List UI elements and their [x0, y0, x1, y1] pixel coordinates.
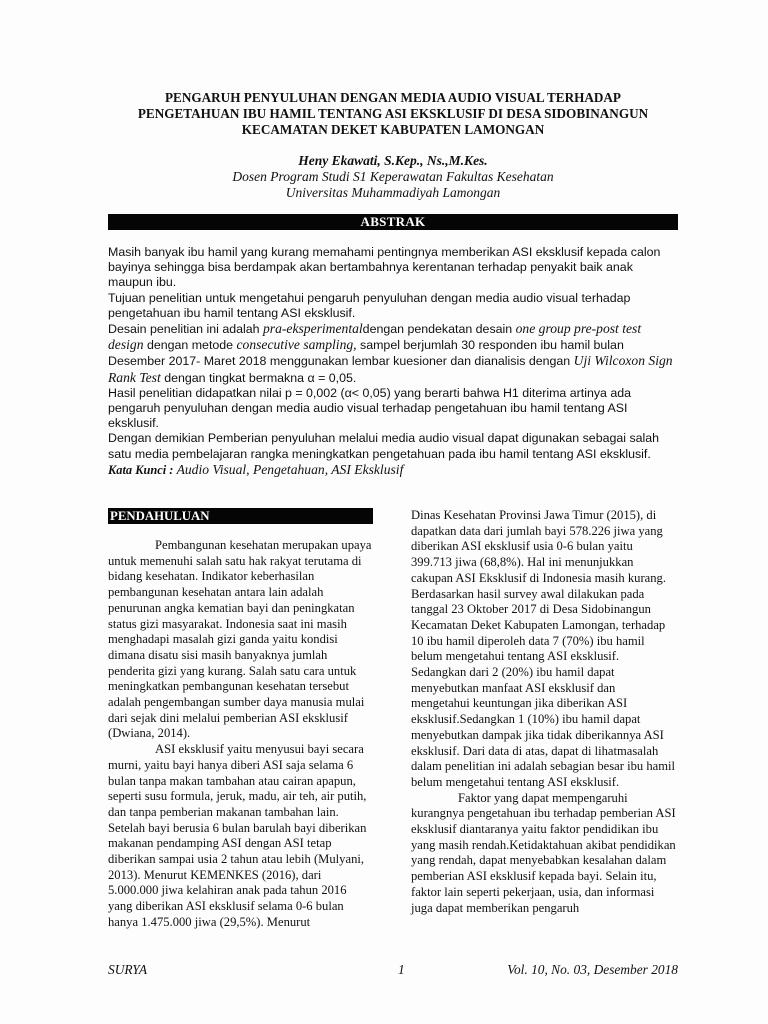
affiliation-line: Universitas Muhammadiyah Lamongan	[285, 185, 501, 200]
abstract-paragraph: Masih banyak ibu hamil yang kurang memahami pentingnya memberikan ASI eksklusif kepada calon bayinya sehingga bisa berdampak akan bertambahnya kerentanan terhadap penyakit baik anak maupun ibu.	[108, 245, 661, 290]
left-column	[108, 508, 373, 931]
abstract-term: pra-eksperimental	[263, 321, 363, 337]
abstract-body	[108, 245, 678, 478]
abstract-term: consecutive sampling,	[236, 337, 357, 353]
article-title	[108, 90, 678, 138]
abstract-paragraph: Dengan demikian Pemberian penyuluhan melalui media audio visual dapat digunakan sebagai salah satu media pembelajaran rangka meningkatkan pengetahuan pada ibu hamil tentang ASI eksklusif.	[108, 431, 660, 461]
abstract-text: sampel berjumlah 30 responden ibu hamil bulan Desember 2017- Maret 2018 menggunakan lembar kuesioner dan dianalisis dengan	[108, 338, 624, 369]
author-name: Heny Ekawati, S.Kep., Ns.,M.Kes.	[298, 153, 488, 168]
section-heading: PENDAHULUAN	[108, 508, 373, 524]
body-paragraph: Faktor yang dapat mempengaruhi kurangnya pengetahuan ibu terhadap pemberian ASI eksklusif diantaranya yaitu faktor pendidikan ibu yang masih rendah.Ketidaktahuan akibat pendidikan yang rendah, dapat menyebabkan kesalahan dalam pemberian ASI eksklusif kepada bayi. Selain itu, faktor lain seperti pekerjaan, usia, dan informasi juga dapat memberikan pengaruh	[411, 790, 676, 915]
title-line: PENGARUH PENYULUHAN DENGAN MEDIA AUDIO VISUAL TERHADAP	[165, 90, 621, 105]
affiliation-line: Dosen Program Studi S1 Keperawatan Fakultas Kesehatan	[232, 169, 554, 184]
keywords-list: Audio Visual, Pengetahuan, ASI Eksklusif	[173, 461, 404, 477]
title-line: KECAMATAN DEKET KABUPATEN LAMONGAN	[241, 122, 545, 137]
body-paragraph: Dinas Kesehatan Provinsi Jawa Timur (2015), di dapatkan data dari jumlah bayi 578.226 jiwa yang diberikan ASI eksklusif usia 0-6 bulan yaitu 399.713 jiwa (68,8%). Hal ini menunjukkan cakupan ASI Eksklusif di Indonesia masih kurang. Berdasarkan hasil survey awal dilakukan pada tanggal 23 Oktober 2017 di Desa Sidobinangun Kecamatan Deket Kabupaten Lamongan, terhadap 10 ibu hamil diperoleh data 7 (70%) ibu hamil belum mengetahui tentang ASI eksklusif. Sedangkan dari 2 (20%) ibu hamil dapat menyebutkan manfaat ASI eksklusif dan mengetahui keuntungan jika diberikan ASI eksklusif.Sedangkan 1 (10%) ibu hamil dapat menyebutkan dampak jika tidak diberikannya ASI eksklusif. Dari data di atas, dapat di lihatmasalah dalam penelitian ini adalah sebagian besar ibu hamil belum mengetahui tentang ASI eksklusif.	[411, 508, 676, 789]
author-block	[108, 153, 678, 201]
abstract-heading: ABSTRAK	[108, 214, 678, 230]
body-paragraph: Pembangunan kesehatan merupakan upaya untuk memenuhi salah satu hak rakyat terutama di bidang kesehatan. Indikator keberhasilan pembangunan kesehatan antara lain adalah penurunan angka kematian bayi dan peningkatan status gizi masyarakat. Indonesia saat ini masih menghadapi masalah gizi ganda yaitu kondisi dimana disatu sisi masih banyaknya jumlah penderita gizi yang kurang. Salah satu cara untuk meningkatkan pembangunan kesehatan tersebut adalah pengembangan sumber daya manusia mulai dari sejak dini melalui pemberian ASI eksklusif (Dwiana, 2014).	[108, 538, 372, 741]
page-number: 1	[398, 962, 405, 977]
keywords-label: Kata Kunci :	[108, 462, 174, 477]
abstract-text: Desain penelitian ini adalah	[108, 322, 263, 337]
abstract-term: Uji Wilcoxon Sign Rank Test	[108, 353, 673, 385]
right-column	[411, 508, 676, 916]
title-line: PENGETAHUAN IBU HAMIL TENTANG ASI EKSKLUSIF DI DESA SIDOBINANGUN	[137, 106, 649, 121]
keywords-line	[108, 462, 678, 478]
abstract-paragraph: Tujuan penelitian untuk mengetahui pengaruh penyuluhan dengan media audio visual terhadap pengetahuan ibu hamil tentang ASI eksklusif.	[108, 290, 631, 320]
abstract-text: dengan pendekatan desain	[362, 322, 516, 337]
page-footer	[108, 962, 678, 980]
abstract-paragraph: Hasil penelitian didapatkan nilai p = 0,002 (α< 0,05) yang berarti bahwa H1 diterima artinya ada pengaruh penyuluhan dengan media audio visual terhadap pengetahuan ibu hamil tentang ASI eksklusif.	[108, 385, 632, 431]
volume-info: Vol. 10, No. 03, Desember 2018	[507, 962, 678, 977]
abstract-term: one group pre-post test design	[108, 321, 642, 353]
journal-name: SURYA	[108, 962, 147, 977]
abstract-text: dengan metode	[143, 338, 237, 353]
abstract-paragraph	[108, 321, 678, 386]
body-paragraph: ASI eksklusif yaitu menyusui bayi secara murni, yaitu bayi hanya diberi ASI saja selama 6 bulan tanpa makan tambahan atau cairan apapun, seperti susu formula, jeruk, madu, air teh, air putih, dan tanpa pemberian makanan tambahan lain. Setelah bayi berusia 6 bulan barulah bayi diberikan makanan pendamping ASI dengan ASI tetap diberikan sampai usia 2 tahun atau lebih (Mulyani, 2013). Menurut KEMENKES (2016), dari 5.000.000 jiwa kelahiran anak pada tahun 2016 yang diberikan ASI eksklusif selama 0-6 bulan hanya 1.475.000 jiwa (29,5%). Menurut	[108, 742, 367, 929]
abstract-text: dengan tingkat bermakna α = 0,05.	[160, 370, 357, 385]
